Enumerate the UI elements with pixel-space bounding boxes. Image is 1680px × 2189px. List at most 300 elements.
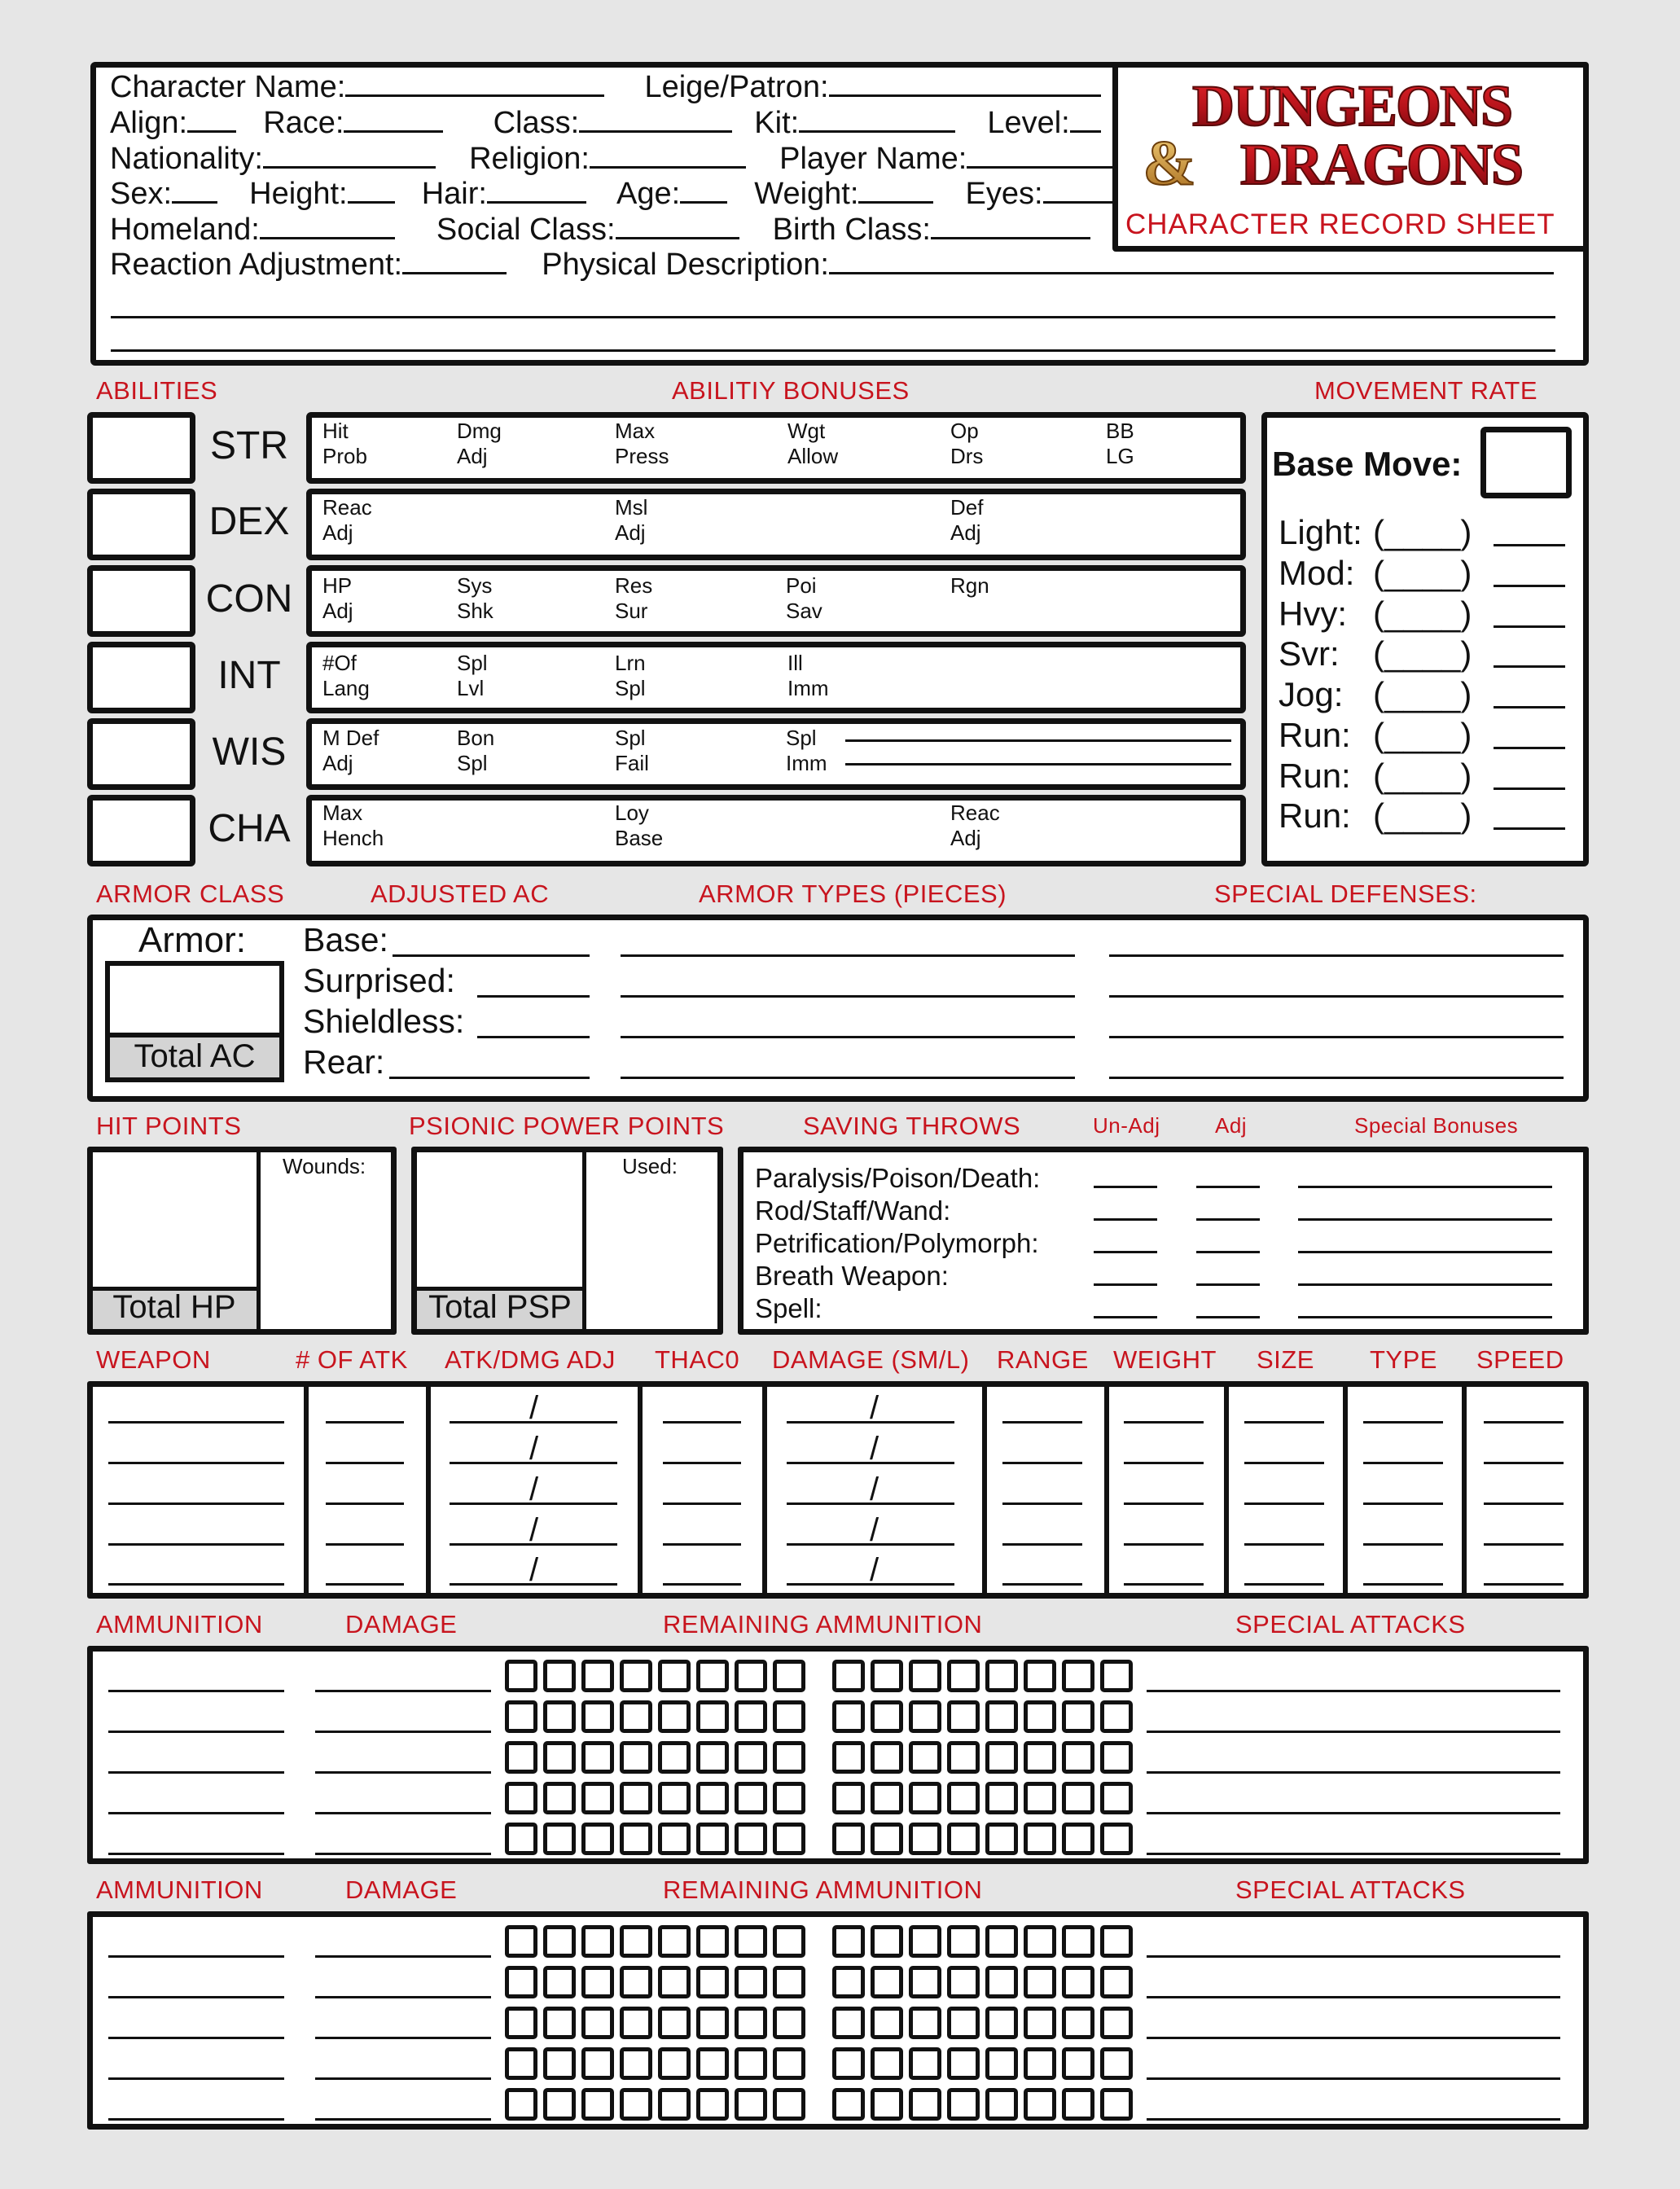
wis-spl-imm-line-2[interactable] xyxy=(845,763,1231,765)
ac-shieldless-field[interactable] xyxy=(477,1036,590,1038)
weapon-row-3-weight-field[interactable] xyxy=(1124,1502,1204,1505)
ammo-checkbox[interactable] xyxy=(1062,2088,1094,2121)
weapon-row-2-speed-field[interactable] xyxy=(1484,1462,1564,1464)
weapon-row-4-weapon-field[interactable] xyxy=(108,1543,284,1546)
align-field[interactable] xyxy=(187,108,236,133)
ammo-checkbox[interactable] xyxy=(735,1823,767,1855)
homeland-field[interactable] xyxy=(260,215,395,239)
ammo-checkbox[interactable] xyxy=(773,1823,805,1855)
ammo-checkbox[interactable] xyxy=(1062,2007,1094,2039)
ammo-checkbox[interactable] xyxy=(620,1660,652,1692)
ammo-checkbox[interactable] xyxy=(773,1700,805,1733)
save-petrification-unadj[interactable] xyxy=(1094,1251,1157,1253)
ammo-1-row-4-ammo-name-field[interactable] xyxy=(108,1812,284,1814)
ammo-1-row-2-special-attack-field[interactable] xyxy=(1147,1731,1560,1733)
weapon-row-1-weapon-field[interactable] xyxy=(108,1421,284,1424)
ammo-checkbox[interactable] xyxy=(832,1966,865,1998)
ammo-checkbox[interactable] xyxy=(1024,1660,1056,1692)
weapon-row-2-type-field[interactable] xyxy=(1363,1462,1443,1464)
armor-types-line-2[interactable] xyxy=(621,995,1075,998)
weapon-row-4-range-field[interactable] xyxy=(1002,1543,1082,1546)
ammo-checkbox[interactable] xyxy=(620,1925,652,1958)
ammo-checkbox[interactable] xyxy=(985,1660,1018,1692)
ammo-checkbox[interactable] xyxy=(1024,1782,1056,1814)
weapon-row-1-size-field[interactable] xyxy=(1244,1421,1324,1424)
ammo-1-row-5-ammo-name-field[interactable] xyxy=(108,1853,284,1855)
psp-used-area[interactable] xyxy=(590,1181,717,1327)
wounds-area[interactable] xyxy=(265,1181,391,1327)
con-score-box[interactable] xyxy=(87,565,195,637)
character-name-field[interactable] xyxy=(345,72,604,97)
ammo-checkbox[interactable] xyxy=(871,1700,903,1733)
ammo-checkbox[interactable] xyxy=(947,1700,980,1733)
weapon-row-2-weight-field[interactable] xyxy=(1124,1462,1204,1464)
kit-field[interactable] xyxy=(799,108,955,133)
save-rod-unadj[interactable] xyxy=(1094,1218,1157,1221)
weapon-row-3-weapon-field[interactable] xyxy=(108,1502,284,1505)
save-spell-special[interactable] xyxy=(1298,1316,1552,1318)
save-spell-unadj[interactable] xyxy=(1094,1316,1157,1318)
ammo-checkbox[interactable] xyxy=(581,1741,614,1774)
weapon-row-2-num-atk-field[interactable] xyxy=(326,1462,404,1464)
ammo-checkbox[interactable] xyxy=(947,2047,980,2080)
ammo-checkbox[interactable] xyxy=(985,1823,1018,1855)
armor-types-line-4[interactable] xyxy=(621,1077,1075,1079)
ammo-checkbox[interactable] xyxy=(1024,2007,1056,2039)
ammo-checkbox[interactable] xyxy=(773,2047,805,2080)
ammo-2-row-1-ammo-damage-field[interactable] xyxy=(315,1955,491,1958)
religion-field[interactable] xyxy=(590,144,746,169)
wis-score-box[interactable] xyxy=(87,718,195,790)
weapon-row-5-weight-field[interactable] xyxy=(1124,1583,1204,1586)
ammo-checkbox[interactable] xyxy=(1024,1823,1056,1855)
str-score-box[interactable] xyxy=(87,412,195,484)
ammo-checkbox[interactable] xyxy=(505,2047,537,2080)
ammo-checkbox[interactable] xyxy=(620,2047,652,2080)
ammo-checkbox[interactable] xyxy=(985,2007,1018,2039)
ammo-2-row-2-special-attack-field[interactable] xyxy=(1147,1996,1560,1998)
ammo-checkbox[interactable] xyxy=(696,1660,729,1692)
ammo-checkbox[interactable] xyxy=(1062,1700,1094,1733)
ammo-2-row-5-ammo-damage-field[interactable] xyxy=(315,2118,491,2121)
ammo-checkbox[interactable] xyxy=(1100,1925,1133,1958)
move-svr-blank[interactable] xyxy=(1494,665,1565,668)
ammo-checkbox[interactable] xyxy=(620,1782,652,1814)
ammo-checkbox[interactable] xyxy=(871,1823,903,1855)
class-field[interactable] xyxy=(579,108,732,133)
move-run-1-blank[interactable] xyxy=(1494,747,1565,749)
ammo-checkbox[interactable] xyxy=(658,1700,691,1733)
player-name-field[interactable] xyxy=(967,144,1121,169)
leige-patron-field[interactable] xyxy=(829,72,1101,97)
ammo-checkbox[interactable] xyxy=(581,2047,614,2080)
save-rod-adj[interactable] xyxy=(1196,1218,1260,1221)
ammo-checkbox[interactable] xyxy=(871,2088,903,2121)
move-jog-paren[interactable]: (____) xyxy=(1373,675,1472,713)
move-run-1-paren[interactable]: (____) xyxy=(1373,716,1472,754)
move-run-2-paren[interactable]: (____) xyxy=(1373,757,1472,795)
ammo-checkbox[interactable] xyxy=(658,1782,691,1814)
weapon-row-4-weight-field[interactable] xyxy=(1124,1543,1204,1546)
ammo-1-row-3-ammo-damage-field[interactable] xyxy=(315,1771,491,1774)
ammo-checkbox[interactable] xyxy=(581,1966,614,1998)
ammo-checkbox[interactable] xyxy=(1100,1700,1133,1733)
move-hvy-blank[interactable] xyxy=(1494,625,1565,628)
ammo-checkbox[interactable] xyxy=(773,1660,805,1692)
ammo-checkbox[interactable] xyxy=(832,1660,865,1692)
ammo-checkbox[interactable] xyxy=(909,1925,941,1958)
level-field[interactable] xyxy=(1070,108,1101,133)
weapon-row-1-speed-field[interactable] xyxy=(1484,1421,1564,1424)
ammo-checkbox[interactable] xyxy=(1062,2047,1094,2080)
ammo-checkbox[interactable] xyxy=(505,1966,537,1998)
ammo-checkbox[interactable] xyxy=(773,1741,805,1774)
ammo-1-row-3-special-attack-field[interactable] xyxy=(1147,1771,1560,1774)
wis-spl-imm-line-1[interactable] xyxy=(845,739,1231,742)
ammo-checkbox[interactable] xyxy=(658,1966,691,1998)
ammo-checkbox[interactable] xyxy=(909,1741,941,1774)
ammo-checkbox[interactable] xyxy=(832,1741,865,1774)
ammo-checkbox[interactable] xyxy=(832,2088,865,2121)
move-run-3-blank[interactable] xyxy=(1494,827,1565,830)
ammo-2-row-4-ammo-name-field[interactable] xyxy=(108,2077,284,2080)
weapon-row-1-thac0-field[interactable] xyxy=(663,1421,741,1424)
ammo-checkbox[interactable] xyxy=(620,1700,652,1733)
ammo-checkbox[interactable] xyxy=(696,1823,729,1855)
ammo-2-row-2-ammo-damage-field[interactable] xyxy=(315,1996,491,1998)
weapon-row-3-thac0-field[interactable] xyxy=(663,1502,741,1505)
ammo-checkbox[interactable] xyxy=(581,1823,614,1855)
save-breath-adj[interactable] xyxy=(1196,1283,1260,1286)
ammo-checkbox[interactable] xyxy=(505,1660,537,1692)
ammo-checkbox[interactable] xyxy=(735,1782,767,1814)
ammo-checkbox[interactable] xyxy=(581,1782,614,1814)
ammo-1-row-2-ammo-damage-field[interactable] xyxy=(315,1731,491,1733)
ammo-checkbox[interactable] xyxy=(696,2047,729,2080)
ammo-checkbox[interactable] xyxy=(505,1700,537,1733)
psp-total-area[interactable] xyxy=(417,1152,586,1289)
ac-base-field[interactable] xyxy=(393,954,590,957)
move-svr-paren[interactable]: (____) xyxy=(1373,634,1472,673)
ammo-checkbox[interactable] xyxy=(947,2088,980,2121)
ammo-1-row-1-ammo-name-field[interactable] xyxy=(108,1690,284,1692)
save-paralysis-adj[interactable] xyxy=(1196,1186,1260,1188)
save-petrification-special[interactable] xyxy=(1298,1251,1552,1253)
ammo-2-row-3-ammo-damage-field[interactable] xyxy=(315,2037,491,2039)
ammo-checkbox[interactable] xyxy=(543,1782,576,1814)
hp-total-area[interactable] xyxy=(93,1152,261,1289)
ammo-checkbox[interactable] xyxy=(1024,1925,1056,1958)
ammo-checkbox[interactable] xyxy=(658,2047,691,2080)
ammo-2-row-4-special-attack-field[interactable] xyxy=(1147,2077,1560,2080)
ammo-checkbox[interactable] xyxy=(543,1925,576,1958)
ammo-checkbox[interactable] xyxy=(1100,2047,1133,2080)
move-mod-paren[interactable]: (____) xyxy=(1373,554,1472,592)
move-run-2-blank[interactable] xyxy=(1494,787,1565,790)
ammo-checkbox[interactable] xyxy=(909,1823,941,1855)
ammo-checkbox[interactable] xyxy=(773,1782,805,1814)
ammo-checkbox[interactable] xyxy=(871,1741,903,1774)
ammo-2-row-3-ammo-name-field[interactable] xyxy=(108,2037,284,2039)
ammo-checkbox[interactable] xyxy=(909,2047,941,2080)
ammo-checkbox[interactable] xyxy=(581,1700,614,1733)
special-defenses-line-1[interactable] xyxy=(1109,954,1564,957)
weapon-row-5-thac0-field[interactable] xyxy=(663,1583,741,1586)
cha-score-box[interactable] xyxy=(87,795,195,866)
ammo-checkbox[interactable] xyxy=(985,1741,1018,1774)
weapon-row-4-speed-field[interactable] xyxy=(1484,1543,1564,1546)
ammo-checkbox[interactable] xyxy=(735,1966,767,1998)
weapon-row-3-speed-field[interactable] xyxy=(1484,1502,1564,1505)
ammo-checkbox[interactable] xyxy=(581,1925,614,1958)
ammo-checkbox[interactable] xyxy=(1062,1823,1094,1855)
ammo-checkbox[interactable] xyxy=(735,1925,767,1958)
ammo-checkbox[interactable] xyxy=(985,1966,1018,1998)
ammo-checkbox[interactable] xyxy=(909,1966,941,1998)
save-paralysis-special[interactable] xyxy=(1298,1186,1552,1188)
ammo-checkbox[interactable] xyxy=(735,2088,767,2121)
ammo-checkbox[interactable] xyxy=(985,2047,1018,2080)
move-light-paren[interactable]: (____) xyxy=(1373,513,1472,551)
ammo-checkbox[interactable] xyxy=(773,2088,805,2121)
weapon-row-3-type-field[interactable] xyxy=(1363,1502,1443,1505)
ammo-1-row-3-ammo-name-field[interactable] xyxy=(108,1771,284,1774)
ammo-checkbox[interactable] xyxy=(871,1966,903,1998)
move-light-blank[interactable] xyxy=(1494,544,1565,546)
social-class-field[interactable] xyxy=(616,215,739,239)
move-hvy-paren[interactable]: (____) xyxy=(1373,594,1472,633)
ammo-checkbox[interactable] xyxy=(1062,1966,1094,1998)
weapon-row-4-num-atk-field[interactable] xyxy=(326,1543,404,1546)
weapon-row-2-thac0-field[interactable] xyxy=(663,1462,741,1464)
ammo-checkbox[interactable] xyxy=(871,2007,903,2039)
ammo-checkbox[interactable] xyxy=(696,1741,729,1774)
ammo-checkbox[interactable] xyxy=(985,2088,1018,2121)
special-defenses-line-2[interactable] xyxy=(1109,995,1564,998)
ammo-checkbox[interactable] xyxy=(1100,1966,1133,1998)
ammo-checkbox[interactable] xyxy=(985,1700,1018,1733)
ammo-checkbox[interactable] xyxy=(871,2047,903,2080)
ammo-1-row-5-ammo-damage-field[interactable] xyxy=(315,1853,491,1855)
ammo-checkbox[interactable] xyxy=(505,1823,537,1855)
save-paralysis-unadj[interactable] xyxy=(1094,1186,1157,1188)
reaction-adjustment-field[interactable] xyxy=(402,250,507,274)
save-petrification-adj[interactable] xyxy=(1196,1251,1260,1253)
ammo-checkbox[interactable] xyxy=(658,1823,691,1855)
ammo-checkbox[interactable] xyxy=(1024,1741,1056,1774)
weapon-row-4-type-field[interactable] xyxy=(1363,1543,1443,1546)
ammo-checkbox[interactable] xyxy=(947,1741,980,1774)
ac-surprised-field[interactable] xyxy=(477,995,590,998)
ammo-1-row-1-ammo-damage-field[interactable] xyxy=(315,1690,491,1692)
ammo-checkbox[interactable] xyxy=(620,1741,652,1774)
ammo-checkbox[interactable] xyxy=(1062,1741,1094,1774)
weapon-row-1-num-atk-field[interactable] xyxy=(326,1421,404,1424)
ammo-2-row-1-ammo-name-field[interactable] xyxy=(108,1955,284,1958)
weapon-row-1-range-field[interactable] xyxy=(1002,1421,1082,1424)
ammo-checkbox[interactable] xyxy=(505,1741,537,1774)
save-breath-special[interactable] xyxy=(1298,1283,1552,1286)
ammo-1-row-4-ammo-damage-field[interactable] xyxy=(315,1812,491,1814)
ammo-checkbox[interactable] xyxy=(909,1660,941,1692)
ammo-checkbox[interactable] xyxy=(658,1925,691,1958)
ammo-checkbox[interactable] xyxy=(773,2007,805,2039)
ammo-checkbox[interactable] xyxy=(871,1782,903,1814)
ammo-checkbox[interactable] xyxy=(871,1660,903,1692)
ammo-checkbox[interactable] xyxy=(947,2007,980,2039)
ammo-checkbox[interactable] xyxy=(735,1660,767,1692)
ammo-1-row-1-special-attack-field[interactable] xyxy=(1147,1690,1560,1692)
ammo-checkbox[interactable] xyxy=(1100,1782,1133,1814)
ammo-checkbox[interactable] xyxy=(581,1660,614,1692)
ammo-checkbox[interactable] xyxy=(543,1966,576,1998)
ammo-checkbox[interactable] xyxy=(909,2088,941,2121)
move-run-3-paren[interactable]: (____) xyxy=(1373,796,1472,835)
armor-types-line-3[interactable] xyxy=(621,1036,1075,1038)
weapon-row-5-speed-field[interactable] xyxy=(1484,1583,1564,1586)
ammo-checkbox[interactable] xyxy=(620,2088,652,2121)
ammo-checkbox[interactable] xyxy=(658,1660,691,1692)
ammo-1-row-5-special-attack-field[interactable] xyxy=(1147,1853,1560,1855)
ammo-checkbox[interactable] xyxy=(543,2088,576,2121)
ammo-checkbox[interactable] xyxy=(985,1782,1018,1814)
ammo-checkbox[interactable] xyxy=(543,2007,576,2039)
hair-field[interactable] xyxy=(487,179,586,204)
special-defenses-line-3[interactable] xyxy=(1109,1036,1564,1038)
ammo-checkbox[interactable] xyxy=(581,2007,614,2039)
weapon-row-3-num-atk-field[interactable] xyxy=(326,1502,404,1505)
ammo-checkbox[interactable] xyxy=(947,1925,980,1958)
ammo-checkbox[interactable] xyxy=(1100,1823,1133,1855)
base-move-box[interactable] xyxy=(1480,427,1572,498)
ammo-checkbox[interactable] xyxy=(1062,1782,1094,1814)
ammo-checkbox[interactable] xyxy=(620,1823,652,1855)
ammo-checkbox[interactable] xyxy=(947,1782,980,1814)
weapon-row-1-type-field[interactable] xyxy=(1363,1421,1443,1424)
ammo-checkbox[interactable] xyxy=(832,1700,865,1733)
weapon-row-1-weight-field[interactable] xyxy=(1124,1421,1204,1424)
ammo-2-row-3-special-attack-field[interactable] xyxy=(1147,2037,1560,2039)
nationality-field[interactable] xyxy=(263,144,436,169)
ac-rear-field[interactable] xyxy=(389,1077,590,1079)
weapon-row-5-size-field[interactable] xyxy=(1244,1583,1324,1586)
ammo-checkbox[interactable] xyxy=(696,1966,729,1998)
save-rod-special[interactable] xyxy=(1298,1218,1552,1221)
ammo-checkbox[interactable] xyxy=(696,1782,729,1814)
move-mod-blank[interactable] xyxy=(1494,585,1565,587)
ammo-checkbox[interactable] xyxy=(1100,1660,1133,1692)
ammo-checkbox[interactable] xyxy=(735,1700,767,1733)
ammo-checkbox[interactable] xyxy=(832,1823,865,1855)
ammo-checkbox[interactable] xyxy=(543,1660,576,1692)
weapon-row-2-size-field[interactable] xyxy=(1244,1462,1324,1464)
ammo-checkbox[interactable] xyxy=(543,2047,576,2080)
ammo-2-row-5-ammo-name-field[interactable] xyxy=(108,2118,284,2121)
ammo-checkbox[interactable] xyxy=(947,1660,980,1692)
ammo-checkbox[interactable] xyxy=(832,1782,865,1814)
ammo-checkbox[interactable] xyxy=(947,1966,980,1998)
ammo-checkbox[interactable] xyxy=(620,2007,652,2039)
ammo-checkbox[interactable] xyxy=(1100,2007,1133,2039)
ammo-checkbox[interactable] xyxy=(505,1782,537,1814)
weapon-row-2-range-field[interactable] xyxy=(1002,1462,1082,1464)
ammo-checkbox[interactable] xyxy=(1024,2047,1056,2080)
special-defenses-line-4[interactable] xyxy=(1109,1077,1564,1079)
ammo-checkbox[interactable] xyxy=(505,2088,537,2121)
ammo-checkbox[interactable] xyxy=(1100,1741,1133,1774)
ammo-checkbox[interactable] xyxy=(696,2088,729,2121)
ammo-checkbox[interactable] xyxy=(1024,1966,1056,1998)
save-breath-unadj[interactable] xyxy=(1094,1283,1157,1286)
ammo-checkbox[interactable] xyxy=(735,2047,767,2080)
save-spell-adj[interactable] xyxy=(1196,1316,1260,1318)
ammo-1-row-2-ammo-name-field[interactable] xyxy=(108,1731,284,1733)
ammo-checkbox[interactable] xyxy=(696,1925,729,1958)
move-jog-blank[interactable] xyxy=(1494,706,1565,708)
ammo-checkbox[interactable] xyxy=(696,1700,729,1733)
ammo-checkbox[interactable] xyxy=(658,1741,691,1774)
weapon-row-4-thac0-field[interactable] xyxy=(663,1543,741,1546)
ammo-checkbox[interactable] xyxy=(909,2007,941,2039)
weapon-row-5-range-field[interactable] xyxy=(1002,1583,1082,1586)
ammo-checkbox[interactable] xyxy=(1062,1660,1094,1692)
ammo-checkbox[interactable] xyxy=(832,2047,865,2080)
ammo-checkbox[interactable] xyxy=(871,1925,903,1958)
weapon-row-5-weapon-field[interactable] xyxy=(108,1583,284,1586)
weapon-row-5-num-atk-field[interactable] xyxy=(326,1583,404,1586)
ammo-checkbox[interactable] xyxy=(832,2007,865,2039)
ammo-checkbox[interactable] xyxy=(1100,2088,1133,2121)
dex-score-box[interactable] xyxy=(87,489,195,560)
ammo-checkbox[interactable] xyxy=(620,1966,652,1998)
weapon-row-3-size-field[interactable] xyxy=(1244,1502,1324,1505)
ammo-2-row-4-ammo-damage-field[interactable] xyxy=(315,2077,491,2080)
birth-class-field[interactable] xyxy=(931,215,1090,239)
ammo-1-row-4-special-attack-field[interactable] xyxy=(1147,1812,1560,1814)
ammo-checkbox[interactable] xyxy=(696,2007,729,2039)
ammo-checkbox[interactable] xyxy=(909,1700,941,1733)
ammo-2-row-2-ammo-name-field[interactable] xyxy=(108,1996,284,1998)
race-field[interactable] xyxy=(344,108,443,133)
physical-description-field[interactable] xyxy=(829,250,1554,274)
height-field[interactable] xyxy=(348,179,395,204)
ammo-checkbox[interactable] xyxy=(543,1700,576,1733)
weapon-row-2-weapon-field[interactable] xyxy=(108,1462,284,1464)
int-score-box[interactable] xyxy=(87,642,195,713)
armor-types-line-1[interactable] xyxy=(621,954,1075,957)
sex-field[interactable] xyxy=(172,179,217,204)
ammo-checkbox[interactable] xyxy=(735,1741,767,1774)
ammo-checkbox[interactable] xyxy=(909,1782,941,1814)
ammo-checkbox[interactable] xyxy=(658,2007,691,2039)
ammo-2-row-5-special-attack-field[interactable] xyxy=(1147,2118,1560,2121)
ammo-checkbox[interactable] xyxy=(1024,2088,1056,2121)
description-line-2[interactable] xyxy=(111,349,1555,352)
ammo-checkbox[interactable] xyxy=(773,1966,805,1998)
ammo-checkbox[interactable] xyxy=(735,2007,767,2039)
age-field[interactable] xyxy=(680,179,727,204)
ammo-checkbox[interactable] xyxy=(947,1823,980,1855)
ammo-checkbox[interactable] xyxy=(1062,1925,1094,1958)
ammo-checkbox[interactable] xyxy=(773,1925,805,1958)
ammo-checkbox[interactable] xyxy=(543,1741,576,1774)
ammo-checkbox[interactable] xyxy=(505,2007,537,2039)
ammo-checkbox[interactable] xyxy=(505,1925,537,1958)
weapon-row-4-size-field[interactable] xyxy=(1244,1543,1324,1546)
ammo-checkbox[interactable] xyxy=(832,1925,865,1958)
weapon-row-3-range-field[interactable] xyxy=(1002,1502,1082,1505)
ammo-checkbox[interactable] xyxy=(985,1925,1018,1958)
